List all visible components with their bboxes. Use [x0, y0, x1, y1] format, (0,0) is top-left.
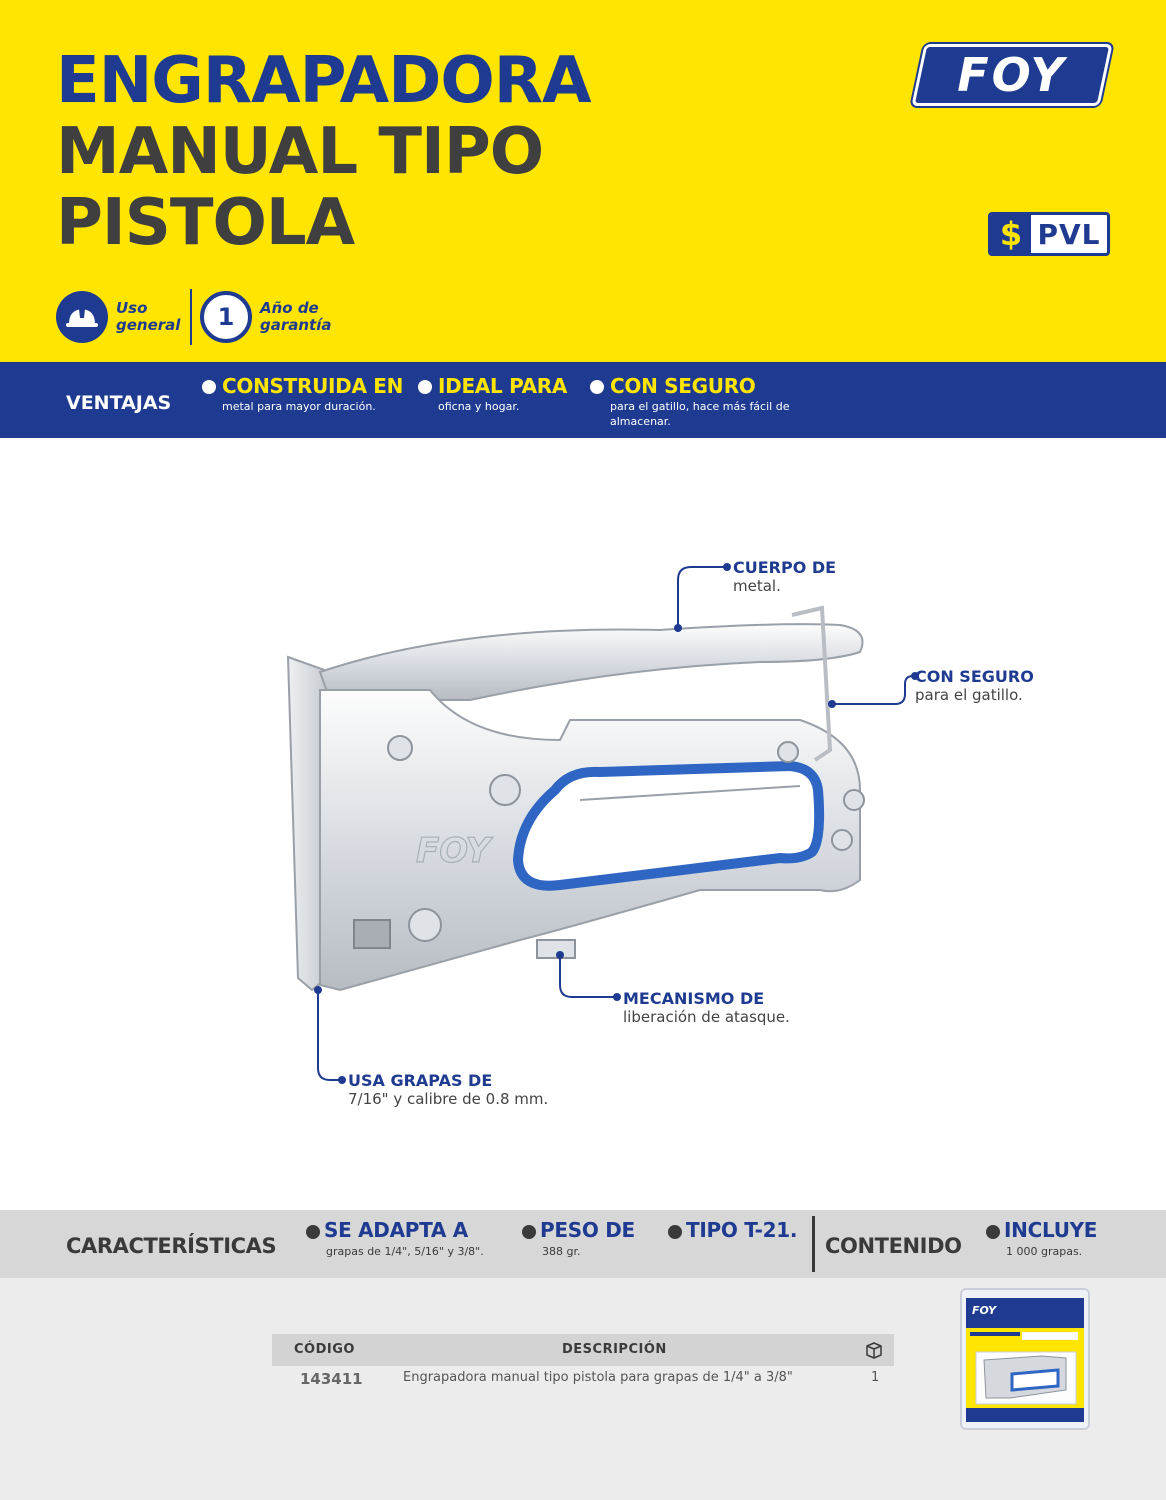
advantages-band	[0, 362, 1166, 438]
header-banner	[0, 0, 1166, 362]
col-header-code: CÓDIGO	[294, 1342, 355, 1357]
page-title	[56, 46, 591, 259]
bullet-icon	[418, 380, 432, 394]
table-cell-qty: 1	[871, 1370, 880, 1385]
dollar-icon: $	[991, 215, 1031, 253]
advantage-title: IDEAL PARA	[438, 374, 568, 398]
bullet-icon	[590, 380, 604, 394]
callout-text: metal.	[733, 577, 781, 595]
advantage-text: metal para mayor duración.	[222, 400, 376, 413]
badge-divider	[190, 289, 192, 345]
price-badge	[988, 212, 1110, 256]
bullet-icon	[306, 1225, 320, 1239]
hard-hat-icon	[56, 291, 108, 343]
package-thumbnail	[960, 1288, 1090, 1430]
one-year-icon	[200, 291, 252, 343]
advantage-text: oficna y hogar.	[438, 400, 520, 413]
callout-lock	[915, 667, 1034, 704]
title-line-3: PISTOLA	[56, 186, 355, 260]
badge-label-use: Uso general	[116, 299, 181, 334]
callout-staples	[348, 1071, 548, 1108]
callout-title: CON SEGURO	[915, 667, 1034, 686]
brand-logo	[918, 44, 1106, 106]
warranty-number: 1	[217, 303, 235, 331]
stapler-illustration	[0, 540, 1166, 1140]
title-line-1: ENGRAPADORA	[56, 44, 591, 118]
features-band	[0, 1210, 1166, 1278]
callout-text: 7/16" y calibre de 0.8 mm.	[348, 1090, 549, 1108]
callout-body	[733, 558, 836, 595]
table-cell-description: Engrapadora manual tipo pistola para grapas de 1/4" a 3/8"	[403, 1370, 793, 1385]
feature-title: PESO DE	[540, 1218, 635, 1242]
badges	[56, 288, 330, 346]
brand-name: FOY	[957, 48, 1067, 102]
contents-text: 1 000 grapas.	[1006, 1245, 1083, 1258]
contents-label: CONTENIDO	[825, 1234, 962, 1258]
bullet-icon	[522, 1225, 536, 1239]
features-divider	[812, 1216, 815, 1272]
feature-text: grapas de 1/4", 5/16" y 3/8".	[326, 1245, 484, 1258]
callout-text: para el gatillo.	[915, 686, 1023, 704]
advantage-text: para el gatillo, hace más fácil de almacenar.	[610, 400, 790, 428]
feature-title: TIPO T-21.	[686, 1218, 798, 1242]
feature-title: SE ADAPTA A	[324, 1218, 468, 1242]
badge-label-warranty: Año de garantía	[260, 299, 332, 334]
feature-text: 388 gr.	[542, 1245, 581, 1258]
callout-title: USA GRAPAS DE	[348, 1071, 493, 1090]
advantage-title: CON SEGURO	[610, 374, 756, 398]
bullet-icon	[986, 1225, 1000, 1239]
package-brand: FOY	[972, 1304, 997, 1317]
embossed-logo: FOY	[416, 831, 491, 871]
callout-title: CUERPO DE	[733, 558, 837, 577]
callout-jam-release	[623, 989, 790, 1026]
advantages-label: VENTAJAS	[66, 392, 172, 414]
callout-text: liberación de atasque.	[623, 1008, 790, 1026]
title-line-2: MANUAL TIPO	[56, 115, 544, 189]
table-cell-code: 143411	[300, 1370, 363, 1388]
advantage-title: CONSTRUIDA EN	[222, 374, 404, 398]
box-icon	[864, 1340, 884, 1360]
bullet-icon	[668, 1225, 682, 1239]
bullet-icon	[202, 380, 216, 394]
col-header-description: DESCRIPCIÓN	[562, 1342, 667, 1357]
contents-title: INCLUYE	[1004, 1218, 1098, 1242]
features-label: CARACTERÍSTICAS	[66, 1234, 277, 1258]
price-label: PVL	[1037, 217, 1101, 251]
callout-title: MECANISMO DE	[623, 989, 765, 1008]
